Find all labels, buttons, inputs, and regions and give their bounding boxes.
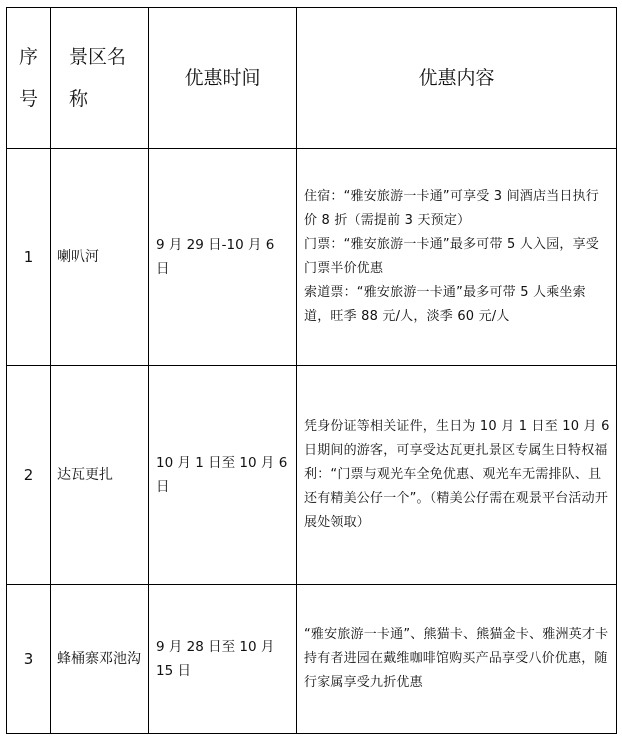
content-line: 索道票：“雅安旅游一卡通”最多可带 5 人乘坐索道，旺季 88 元/人，淡季 60 元/人 xyxy=(304,285,586,324)
content-line: 住宿：“雅安旅游一卡通”可享受 3 间酒店当日执行价 8 折（需提前 3 天预定） xyxy=(304,189,600,228)
header-index: 序号 xyxy=(7,8,51,149)
content-line: “雅安旅游一卡通”、熊猫卡、熊猫金卡、雅洲英才卡持有者进园在戴维咖啡馆购买产品享受八价优惠，随行家属享受九折优惠 xyxy=(304,627,609,690)
row-name: 达瓦更扎 xyxy=(51,366,149,585)
content-line: 凭身份证等相关证件，生日为 10 月 1 日至 10 月 6 日期间的游客，可享受达瓦更扎景区专属生日特权福利：“门票与观光车全免优惠、观光车无需排队、且还有精美公仔一个”。（精美公仔需在观景平台活动开展处领取） xyxy=(304,419,610,530)
content-line: 门票：“雅安旅游一卡通”最多可带 5 人入园，享受门票半价优惠 xyxy=(304,237,600,276)
row-time: 9 月 28 日至 10 月 15 日 xyxy=(149,585,297,734)
row-index: 1 xyxy=(7,149,51,366)
row-time: 9 月 29 日-10 月 6 日 xyxy=(149,149,297,366)
table-row xyxy=(7,585,617,734)
promotion-table xyxy=(6,7,617,734)
row-content xyxy=(297,149,617,366)
header-time: 优惠时间 xyxy=(149,8,297,149)
row-name: 蜂桶寨邓池沟 xyxy=(51,585,149,734)
header-name: 景区名称 xyxy=(51,8,149,149)
row-index: 2 xyxy=(7,366,51,585)
row-index: 3 xyxy=(7,585,51,734)
row-content xyxy=(297,366,617,585)
header-content: 优惠内容 xyxy=(297,8,617,149)
table-row xyxy=(7,366,617,585)
header-row xyxy=(7,8,617,149)
table-row xyxy=(7,149,617,366)
row-time: 10 月 1 日至 10 月 6 日 xyxy=(149,366,297,585)
row-name: 喇叭河 xyxy=(51,149,149,366)
row-content xyxy=(297,585,617,734)
